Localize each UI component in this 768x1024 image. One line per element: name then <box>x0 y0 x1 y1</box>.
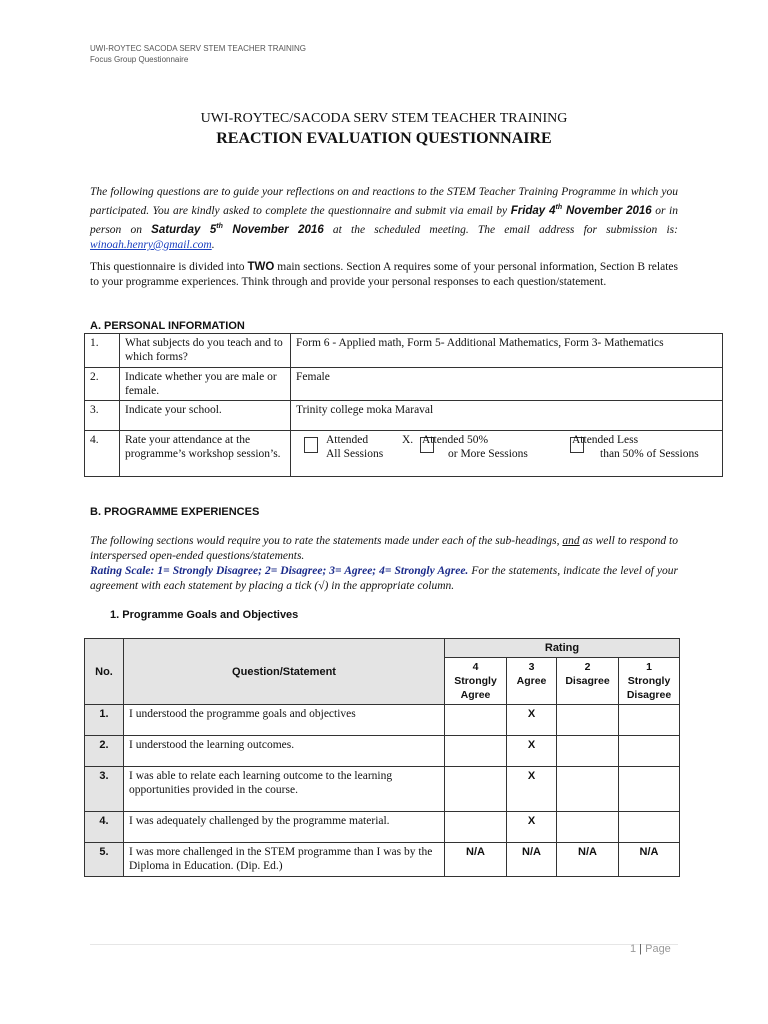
running-header-subtitle: Focus Group Questionnaire <box>90 55 189 64</box>
rating-cell-2[interactable]: N/A <box>557 843 619 877</box>
rating-cell-3[interactable]: X <box>507 812 557 843</box>
statement-cell: I was more challenged in the STEM programme than I was by the Diploma in Education. (Dip. Ed.) <box>124 843 445 877</box>
row-number: 5. <box>85 843 124 877</box>
row-number: 3. <box>85 767 124 812</box>
structure-paragraph: This questionnaire is divided into TWO main sections. Section A requires some of your personal information, Section B relates to your programme experiences. Think through and provide your personal responses to each question/statement. <box>90 261 678 288</box>
section-b-intro: The following sections would require you to rate the statements made under each of the sub-headings, and as well to respond to interspersed open-ended questions/statements. Rating Scale: 1= Strongly Disagree; 2= Disagree; 3= Agree; 4= Strongly Agree. For the statements, indicate the level of your agreement with each statement by placing a tick (√) in the appropriate column. <box>90 535 679 592</box>
rating-cell-1[interactable] <box>619 812 680 843</box>
selected-mark: X. <box>402 434 414 446</box>
table-row <box>85 843 680 877</box>
statement-cell: I was adequately challenged by the programme material. <box>124 812 445 843</box>
rating-cell-4[interactable] <box>445 736 507 767</box>
answer-field[interactable]: Female <box>291 368 723 401</box>
rating-cell-4[interactable]: N/A <box>445 843 507 877</box>
rating-cell-1[interactable] <box>619 767 680 812</box>
rating-table <box>84 638 680 877</box>
col-header-strongly-agree: 4 Strongly Agree <box>445 658 507 705</box>
table-row <box>85 368 723 401</box>
document-subtitle: REACTION EVALUATION QUESTIONNAIRE <box>216 130 552 147</box>
row-number: 3. <box>85 401 120 431</box>
question-cell: What subjects do you teach and to which forms? <box>120 334 291 368</box>
table-row <box>85 736 680 767</box>
row-number: 1. <box>85 705 124 736</box>
row-number: 4. <box>85 431 120 477</box>
statement-cell: I was able to relate each learning outcome to the learning opportunities provided in the course. <box>124 767 445 812</box>
col-header-rating: Rating <box>445 639 680 658</box>
question-cell: Rate your attendance at the programme’s workshop session’s. <box>120 431 291 477</box>
col-header-agree: 3 Agree <box>507 658 557 705</box>
rating-cell-2[interactable] <box>557 705 619 736</box>
table-row <box>85 401 723 431</box>
col-header-no: No. <box>85 639 124 705</box>
statement-cell: I understood the programme goals and objectives <box>124 705 445 736</box>
answer-field[interactable]: Form 6 - Applied math, Form 5- Additional Mathematics, Form 3- Mathematics <box>291 334 723 368</box>
attendance-options <box>291 431 723 477</box>
rating-cell-1[interactable] <box>619 705 680 736</box>
page-label: Page <box>645 943 671 955</box>
option-50-percent: Attended 50% or More Sessions <box>422 434 528 460</box>
intro-text-c: at the scheduled meeting. The email address for submission is: <box>323 223 678 236</box>
row-number: 4. <box>85 812 124 843</box>
table-row <box>85 705 680 736</box>
table-row <box>85 767 680 812</box>
statement-cell: I understood the learning outcomes. <box>124 736 445 767</box>
option-all-sessions: Attended All Sessions <box>326 434 384 460</box>
rating-cell-1[interactable]: N/A <box>619 843 680 877</box>
row-number: 1. <box>85 334 120 368</box>
intro-text-a: The following questions are to guide your reflections on and reactions to the STEM Teacher Training Programme in which you participated. You are kindly asked to complete the questionnaire and submit via email by <box>90 186 678 217</box>
checkbox-all-sessions[interactable] <box>304 437 318 453</box>
answer-field[interactable]: Trinity college moka Maraval <box>291 401 723 431</box>
rating-cell-4[interactable] <box>445 812 507 843</box>
question-cell: Indicate your school. <box>120 401 291 431</box>
rating-cell-3[interactable]: X <box>507 705 557 736</box>
footer-divider <box>90 944 678 945</box>
row-number: 2. <box>85 368 120 401</box>
page-number: 1 <box>630 943 637 955</box>
document-title: UWI-ROYTEC/SACODA SERV STEM TEACHER TRAINING <box>200 111 568 126</box>
subsection-heading: 1. Programme Goals and Objectives <box>110 609 299 621</box>
deadline-date-2: Saturday 5th November 2016 <box>151 222 324 236</box>
table-row <box>85 334 723 368</box>
question-cell: Indicate whether you are male or female. <box>120 368 291 401</box>
rating-cell-3[interactable]: X <box>507 767 557 812</box>
rating-cell-3[interactable]: X <box>507 736 557 767</box>
rating-scale-label: Rating Scale: 1= Strongly Disagree; 2= Disagree; 3= Agree; 4= Strongly Agree. <box>90 565 469 577</box>
email-link[interactable]: winoah.henry@gmail.com <box>90 238 212 251</box>
row-number: 2. <box>85 736 124 767</box>
personal-info-table <box>84 333 723 477</box>
col-header-strongly-disagree: 1 Strongly Disagree <box>619 658 680 705</box>
section-a-heading: A. PERSONAL INFORMATION <box>90 320 245 332</box>
col-header-disagree: 2 Disagree <box>557 658 619 705</box>
running-header-title: UWI-ROYTEC SACODA SERV STEM TEACHER TRAINING <box>90 44 307 53</box>
page-footer: 1 | Page <box>630 943 671 955</box>
rating-cell-2[interactable] <box>557 736 619 767</box>
section-b-heading: B. PROGRAMME EXPERIENCES <box>90 506 260 518</box>
col-header-question: Question/Statement <box>124 639 445 705</box>
deadline-date-1: Friday 4th November 2016 <box>510 204 652 217</box>
intro-text-b: or in person on <box>90 204 678 236</box>
table-row <box>85 431 723 477</box>
two-sections-emphasis: TWO <box>247 261 275 273</box>
rating-cell-4[interactable] <box>445 705 507 736</box>
rating-cell-4[interactable] <box>445 767 507 812</box>
rating-cell-3[interactable]: N/A <box>507 843 557 877</box>
option-less-than-50: Attended Less than 50% of Sessions <box>572 434 699 460</box>
table-header-row <box>85 639 680 658</box>
table-row <box>85 812 680 843</box>
rating-cell-1[interactable] <box>619 736 680 767</box>
rating-cell-2[interactable] <box>557 812 619 843</box>
rating-cell-2[interactable] <box>557 767 619 812</box>
intro-paragraph: The following questions are to guide your reflections on and reactions to the STEM Teacher Training Programme in which you participated. You are kindly asked to complete the questionnaire and submit via email by Friday 4th November 2016 or in person on Saturday 5th November 2016 at the scheduled meeting. The email address for submission is: winoah.henry@gmail.com. <box>90 186 678 251</box>
